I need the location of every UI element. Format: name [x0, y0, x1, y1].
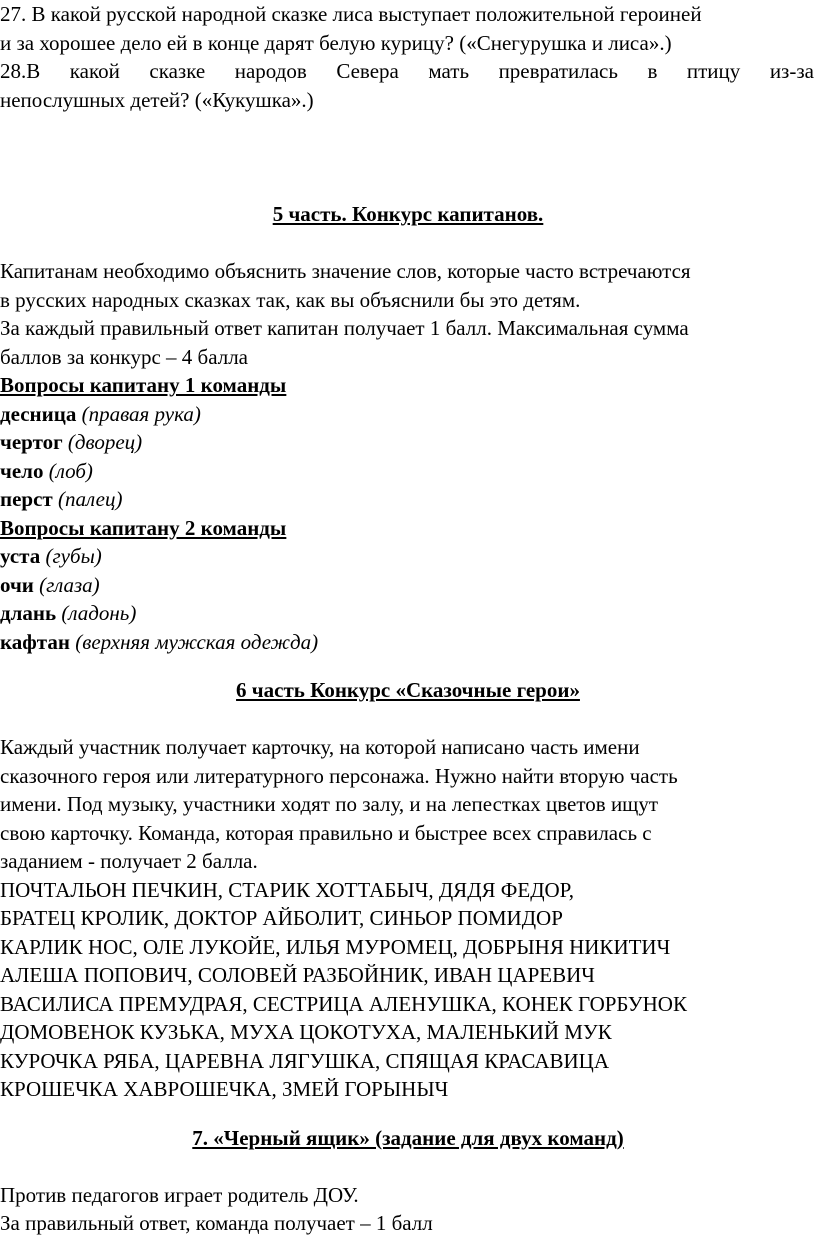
word-meaning: (верхняя мужская одежда) — [75, 629, 319, 654]
archaic-word: длань — [0, 601, 62, 625]
q28-word: какой — [69, 59, 120, 83]
team-1-word-row — [0, 485, 816, 514]
part-6-text-line: заданием - получает 2 балла. — [0, 849, 258, 873]
question-28-line-1 — [0, 57, 814, 86]
team-2-word-row — [0, 542, 816, 571]
q28-word: мать — [428, 59, 470, 83]
hero-names-line: КУРОЧКА РЯБА, ЦАРЕВНА ЛЯГУШКА, СПЯЩАЯ КРАСАВИЦА — [0, 1048, 609, 1073]
hero-names-line: ВАСИЛИСА ПРЕМУДРАЯ, СЕСТРИЦА АЛЕНУШКА, КОНЕК ГОРБУНОК — [0, 991, 687, 1016]
word-meaning: (глаза) — [39, 572, 100, 597]
part-6-text-line: Каждый участник получает карточку, на которой написано часть имени — [0, 735, 640, 759]
part-6-text-line: сказочного героя или литературного персонажа. Нужно найти вторую часть — [0, 763, 678, 788]
word-meaning: (лоб) — [48, 458, 93, 483]
word-meaning: (ладонь) — [61, 601, 137, 625]
team-1-word-row — [0, 400, 816, 429]
hero-names-line: ПОЧТАЛЬОН ПЕЧКИН, СТАРИК ХОТТАБЫЧ, ДЯДЯ ФЕДОР, — [0, 877, 574, 902]
team-1-word-row — [0, 428, 816, 457]
archaic-word: десница — [0, 401, 82, 426]
q28-word: птицу — [686, 59, 741, 83]
hero-names-line: БРАТЕЦ КРОЛИК, ДОКТОР АЙБОЛИТ, СИНЬОР ПОМИДОР — [0, 906, 563, 930]
q28-word: в — [647, 59, 658, 83]
part-7-line-1: Против педагогов играет родитель ДОУ. — [0, 1182, 359, 1207]
team-1-title: Вопросы капитану 1 команды — [0, 373, 287, 397]
team-2-word-row — [0, 599, 816, 628]
hero-names-line: КАРЛИК НОС, ОЛЕ ЛУКОЙЕ, ИЛЬЯ МУРОМЕЦ, ДОБРЫНЯ НИКИТИЧ — [0, 934, 671, 959]
hero-names-line: АЛЕША ПОПОВИЧ, СОЛОВЕЙ РАЗБОЙНИК, ИВАН ЦАРЕВИЧ — [0, 963, 595, 987]
team-2-word-row — [0, 571, 816, 600]
archaic-word: чертог — [0, 430, 68, 454]
q28-word: из-за — [769, 59, 814, 83]
part-5-heading: 5 часть. Конкурс капитанов. — [272, 202, 544, 226]
question-28-line-2: непослушных детей? («Кукушка».) — [0, 87, 314, 112]
question-27-line-2: и за хорошее дело ей в конце дарят белую курицу? («Снегурушка и лиса».) — [0, 30, 672, 55]
word-meaning: (правая рука) — [81, 401, 201, 426]
q28-word: 28.В — [0, 59, 41, 83]
question-27-line-1: 27. В какой русской народной сказке лиса выступает положительной героиней — [0, 2, 702, 26]
team-2-word-row — [0, 628, 816, 657]
archaic-word: чело — [0, 458, 49, 483]
part-5-intro-line-1: Капитанам необходимо объяснить значение слов, которые часто встречаются — [0, 259, 691, 283]
part-6-text-line: имени. Под музыку, участники ходят по залу, и на лепестках цветов ищут — [0, 792, 659, 816]
hero-names-line: КРОШЕЧКА ХАВРОШЕЧКА, ЗМЕЙ ГОРЫНЫЧ — [0, 1077, 449, 1101]
part-7-heading: 7. «Черный ящик» (задание для двух команд) — [192, 1125, 624, 1150]
part-5-intro-line-3: За каждый правильный ответ капитан получает 1 балл. Максимальная сумма — [0, 316, 689, 340]
archaic-word: очи — [0, 572, 40, 597]
part-5-intro-line-2: в русских народных сказках так, как вы объяснили бы это детям. — [0, 287, 581, 312]
archaic-word: перст — [0, 487, 58, 511]
hero-names-line: ДОМОВЕНОК КУЗЬКА, МУХА ЦОКОТУХА, МАЛЕНЬКИЙ МУК — [0, 1020, 612, 1044]
part-6-text-line: свою карточку. Команда, которая правильно и быстрее всех справилась с — [0, 820, 652, 845]
archaic-word: уста — [0, 544, 46, 568]
part-5-intro-line-4: баллов за конкурс – 4 балла — [0, 344, 249, 369]
word-meaning: (палец) — [58, 487, 123, 511]
archaic-word: кафтан — [0, 629, 76, 654]
team-1-word-row — [0, 457, 816, 486]
q28-word: Севера — [336, 59, 399, 83]
q28-word: народов — [234, 59, 307, 83]
q28-word: сказке — [149, 59, 206, 83]
word-meaning: (дворец) — [67, 430, 143, 454]
q28-word: превратилась — [498, 59, 618, 83]
team-2-title: Вопросы капитану 2 команды — [0, 515, 287, 540]
part-6-heading: 6 часть Конкурс «Сказочные герои» — [236, 678, 580, 702]
word-meaning: (губы) — [45, 544, 102, 568]
part-7-line-2: За правильный ответ, команда получает – 1 балл — [0, 1211, 433, 1235]
